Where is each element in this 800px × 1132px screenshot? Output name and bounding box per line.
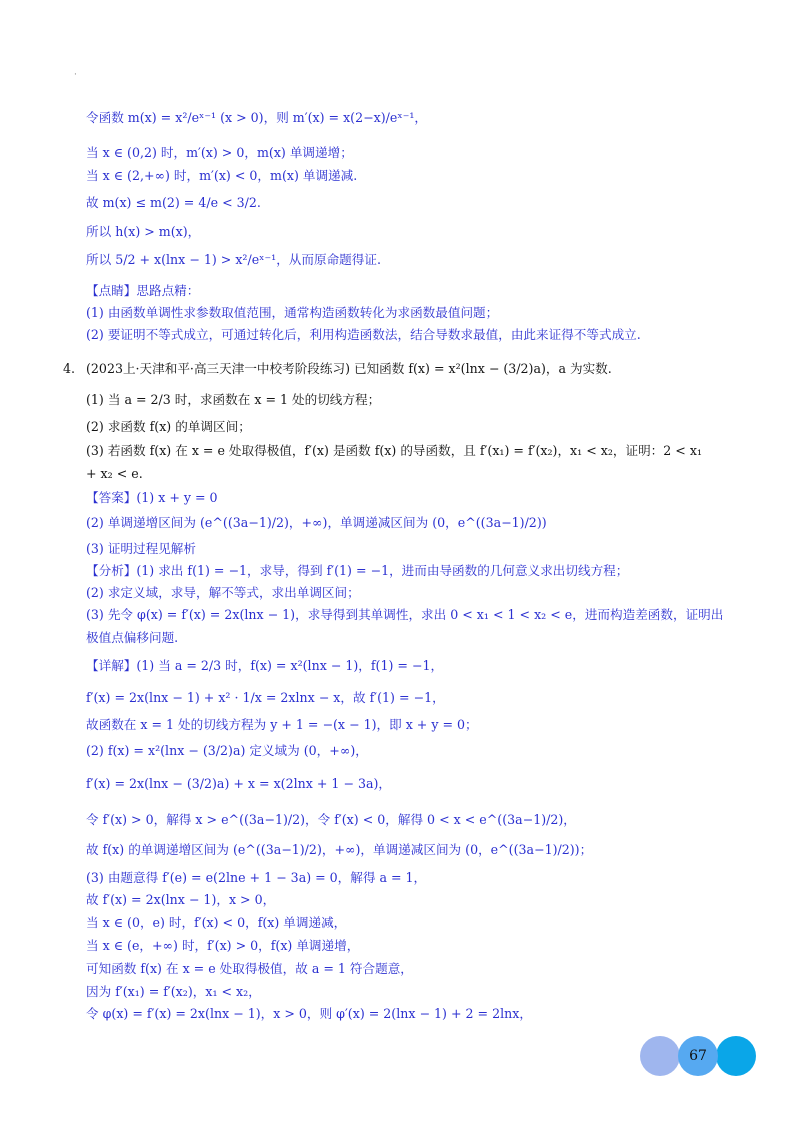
solution-line: 所以 5/2 + x(lnx − 1) > x²/eˣ⁻¹，从而原命题得证. bbox=[86, 252, 381, 267]
detail-line: 令 f′(x) > 0，解得 x > e^((3a−1)/2)，令 f′(x) < 0，解得 0 < x < e^((3a−1)/2)， bbox=[86, 812, 576, 827]
tip-heading: 【点睛】思路点精： bbox=[86, 283, 200, 298]
page-number-badge bbox=[640, 1034, 760, 1078]
solution-line: 所以 h(x) > m(x)， bbox=[86, 224, 201, 239]
detail-line: f′(x) = 2x(lnx − 1) + x² · 1/x = 2xlnx − x，故 f′(1) = −1， bbox=[86, 690, 445, 705]
question-part: (3) 若函数 f(x) 在 x = e 处取得极值，f′(x) 是函数 f(x) 的导函数，且 f′(x₁) = f′(x₂)，x₁ < x₂，证明：2 < x₁ bbox=[86, 443, 702, 458]
detail-line: 可知函数 f(x) 在 x = e 处取得极值，故 a = 1 符合题意， bbox=[86, 961, 413, 976]
tip-line: (2) 要证明不等式成立，可通过转化后，利用构造函数法，结合导数求最值，由此来证得不等式成立. bbox=[86, 327, 641, 342]
detail-line: 【详解】(1) 当 a = 2/3 时，f(x) = x²(lnx − 1)，f(1) = −1， bbox=[86, 658, 444, 673]
question-part: (1) 当 a = 2/3 时，求函数在 x = 1 处的切线方程； bbox=[86, 392, 381, 407]
detail-line: (3) 由题意得 f′(e) = e(2lne + 1 − 3a) = 0，解得 a = 1， bbox=[86, 870, 427, 885]
decor-circle-left bbox=[640, 1036, 680, 1076]
detail-line: 因为 f′(x₁) = f′(x₂)，x₁ < x₂， bbox=[86, 984, 261, 999]
detail-line: 故函数在 x = 1 处的切线方程为 y + 1 = −(x − 1)，即 x + y = 0； bbox=[86, 717, 478, 732]
solution-line: 当 x ∈ (0,2) 时，m′(x) > 0，m(x) 单调递增； bbox=[86, 145, 353, 160]
detail-line: 故 f(x) 的单调递增区间为 (e^((3a−1)/2)，+∞)，单调递减区间为 (0，e^((3a−1)/2))； bbox=[86, 842, 593, 857]
question-part: (2) 求函数 f(x) 的单调区间； bbox=[86, 419, 251, 434]
solution-line: 故 m(x) ≤ m(2) = 4/e < 3/2. bbox=[86, 195, 261, 210]
solution-line: 令函数 m(x) = x²/eˣ⁻¹ (x > 0)，则 m′(x) = x(2−x)/eˣ⁻¹， bbox=[86, 110, 427, 125]
solution-line: 当 x ∈ (2,+∞) 时，m′(x) < 0，m(x) 单调递减. bbox=[86, 168, 358, 183]
answer-line: (3) 证明过程见解析 bbox=[86, 541, 196, 556]
detail-line: (2) f(x) = x²(lnx − (3/2)a) 定义域为 (0，+∞)， bbox=[86, 743, 368, 758]
question-number: 4. bbox=[63, 361, 76, 376]
analysis-line: 极值点偏移问题. bbox=[86, 630, 179, 645]
page-number: 67 bbox=[689, 1048, 707, 1064]
question-part: + x₂ < e. bbox=[86, 466, 143, 481]
detail-line: 故 f′(x) = 2x(lnx − 1)，x > 0， bbox=[86, 892, 276, 907]
page-mark: · bbox=[74, 70, 77, 80]
tip-line: (1) 由函数单调性求参数取值范围，通常构造函数转化为求函数最值问题； bbox=[86, 305, 499, 320]
analysis-line: 【分析】(1) 求出 f(1) = −1，求导，得到 f′(1) = −1，进而由导函数的几何意义求出切线方程； bbox=[86, 563, 629, 578]
question-stem: (2023上·天津和平·高三天津一中校考阶段练习) 已知函数 f(x) = x²(lnx − (3/2)a)，a 为实数. bbox=[86, 361, 612, 376]
detail-line: 当 x ∈ (0，e) 时，f′(x) < 0，f(x) 单调递减， bbox=[86, 915, 347, 930]
detail-line: 当 x ∈ (e，+∞) 时，f′(x) > 0，f(x) 单调递增， bbox=[86, 938, 360, 953]
detail-line: 令 φ(x) = f′(x) = 2x(lnx − 1)，x > 0，则 φ′(x) = 2(lnx − 1) + 2 = 2lnx， bbox=[86, 1006, 532, 1021]
answer-line: (2) 单调递增区间为 (e^((3a−1)/2)，+∞)，单调递减区间为 (0，e^((3a−1)/2)) bbox=[86, 515, 547, 530]
decor-circle-right bbox=[716, 1036, 756, 1076]
analysis-line: (3) 先令 φ(x) = f′(x) = 2x(lnx − 1)，求导得到其单调性，求出 0 < x₁ < 1 < x₂ < e，进而构造差函数，证明出 bbox=[86, 607, 724, 622]
answer-line: 【答案】(1) x + y = 0 bbox=[86, 490, 218, 505]
detail-line: f′(x) = 2x(lnx − (3/2)a) + x = x(2lnx + 1 − 3a)， bbox=[86, 776, 391, 791]
analysis-line: (2) 求定义域，求导，解不等式，求出单调区间； bbox=[86, 585, 360, 600]
